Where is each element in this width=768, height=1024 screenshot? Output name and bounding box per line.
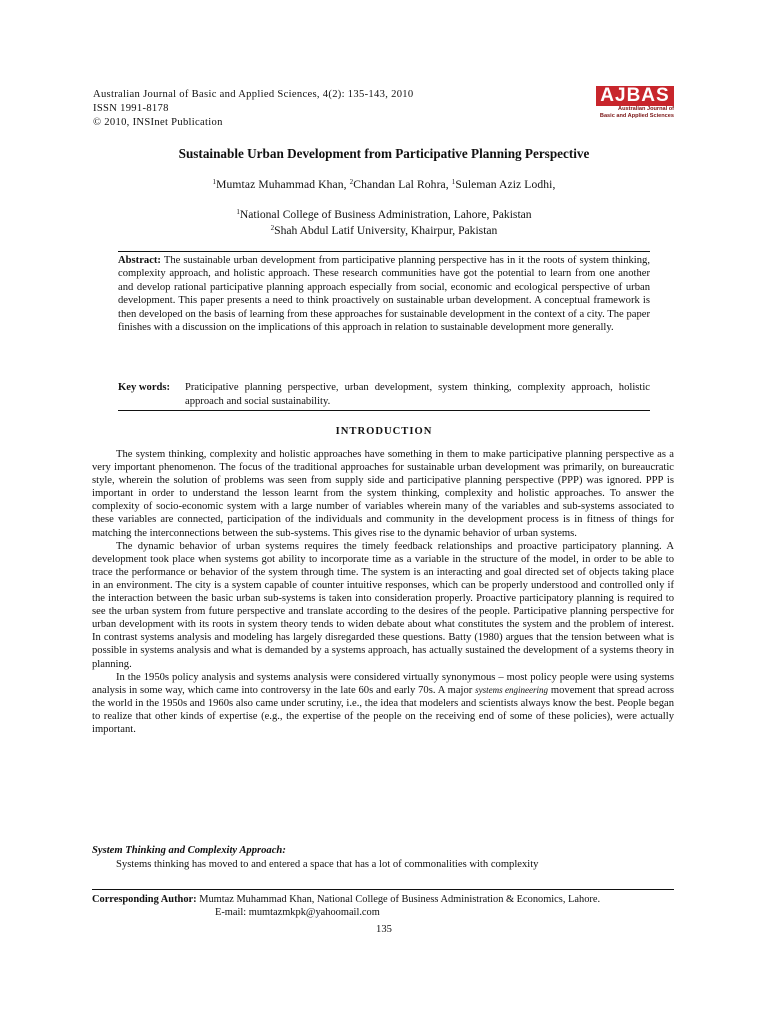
keywords-text: Praticipative planning perspective, urban development, system thinking, complexity approach, holistic approach and social sustainability. [185, 382, 650, 407]
issn: ISSN 1991-8178 [93, 103, 169, 114]
abstract-top-rule [118, 251, 650, 252]
intro-paragraph-3-end: movement that spread across the world in the 1950s and 1960s also came under scrutiny, i.e., the idea that modelers and scientists always know the best. People began to realize that other kinds of expertise (e.g., the expertise of the people on the receiving end of some of these policies), were actually important. [92, 684, 675, 735]
abstract [118, 254, 650, 335]
affiliation-2 [0, 224, 768, 237]
affiliation-1-text: National College of Business Administration, Lahore, Pakistan [239, 208, 532, 221]
affiliation-2-text: Shah Abdul Latif University, Khairpur, Pakistan [274, 224, 498, 237]
copyright: © 2010, INSInet Publication [93, 117, 223, 128]
corresponding-author-label: Corresponding Author: [92, 894, 197, 905]
logo-subtitle-1: Australian Journal of [618, 106, 674, 112]
abstract-text: The sustainable urban development from participative planning perspective has in it the roots of system thinking, complexity approach, and holistic approach. These research communities have got the potential to learn from one another and develop rational participative planning approach especially from social, economic and ecological perspective of urban development. This paper presents a need to think proactively on sustainable urban development. A conceptual framework is then developed on the basis of learning from these approaches for sustainable development in the context of a city. The paper finishes with a discussion on the implications of this approach in relation to sustainable development more generally. [118, 255, 650, 334]
logo-mark: AJBAS [596, 86, 674, 106]
systems-engineering-emphasis: systems engineering [475, 684, 549, 695]
author-2: Chandan Lal Rohra, [353, 178, 449, 191]
paper-title: Sustainable Urban Development from Participative Planning Perspective [178, 146, 590, 161]
intro-paragraph-1: The system thinking, complexity and holistic approaches have something in them to make participative planning perspective as a very important phenomenon. The focus of the traditional approaches for sustainable urban development was primarily, on bureaucratic style, wherein the solution of problems was seen from supply side and participative planning perspective (PPP) was ignored. PPP is important in order to understand the lesson learnt from the system thinking, complexity and holistic approaches. To answer the complexity of socio-economic system with a large number of variables wherein many of the variables and sub-systems associated to these variables are connected, participation of the individuals and community in the development process is in fitness of things for matching the interconnections between the sub-systems. This gives rise to the dynamic behavior of urban systems. [92, 449, 674, 539]
affiliation-2-marker: 2 [270, 224, 275, 232]
affiliation-1 [0, 208, 768, 221]
intro-paragraph-2: The dynamic behavior of urban systems requires the timely feedback relationships and proactive participatory planning. A development took place when systems got ability to incorporate time as a variable in the structure of the model, in order to be able to trace the performance or behavior of the system through time. The system is an interacting and goal directed set of objects taking place in an environment. The city is a system capable of counter intuitive responses, which can be properly understood and controlled only if the interaction between the basic urban sub-systems is taken into consideration properly. Proactive participatory planning is required to see the urban system from future perspective and translate according to the desires of the people. Participative planning perspective for urban development with its roots in system theory tends to widen debate about what constitutes the system and the problem of interest. In contrast systems analysis and modeling has largely disregarded these questions. Batty (1980) argues that the tension between what is possible in systems analysis and what is demanded by a systems approach, has actually sustained the development of a systems theory in planning. [92, 540, 674, 670]
author-1-affil-marker: 1 [212, 178, 217, 186]
subsection-heading: System Thinking and Complexity Approach: [92, 845, 286, 856]
footnote-rule [92, 889, 674, 890]
abstract-label: Abstract: [118, 255, 161, 266]
keywords [118, 381, 650, 409]
author-3-affil-marker: 1 [451, 178, 456, 186]
corresponding-author-email: E-mail: mumtazmkpk@yahoomail.com [215, 907, 380, 918]
author-list [0, 178, 768, 191]
abstract-bottom-rule [118, 410, 650, 411]
keywords-label: Key words: [118, 382, 171, 393]
introduction-body [92, 448, 674, 736]
logo-subtitle-2: Basic and Applied Sciences [599, 113, 674, 119]
author-3: Suleman Aziz Lodhi, [455, 178, 556, 191]
subsection-text: Systems thinking has moved to and entered a space that has a lot of commonalities with complexity [116, 859, 539, 870]
affiliation-1-marker: 1 [236, 208, 240, 216]
journal-info [93, 88, 414, 130]
introduction-heading: INTRODUCTION [335, 426, 433, 437]
corresponding-author-text: Mumtaz Muhammad Khan, National College of Business Administration & Economics, Lahore. [199, 894, 601, 905]
page-number: 135 [376, 924, 392, 935]
author-2-affil-marker: 2 [349, 178, 354, 186]
author-1: Mumtaz Muhammad Khan, [216, 178, 347, 191]
intro-paragraph-3-start: In the 1950s policy analysis and systems analysis were considered virtually synonymous – most policy people were using systems analysis in some way, which came into controversy in the late 60s and early 70s. A major [92, 671, 674, 696]
journal-citation: Australian Journal of Basic and Applied Sciences, 4(2): 135-143, 2010 [93, 89, 414, 100]
intro-paragraph-3 [92, 671, 674, 736]
corresponding-author [92, 893, 692, 919]
journal-logo [596, 86, 674, 122]
